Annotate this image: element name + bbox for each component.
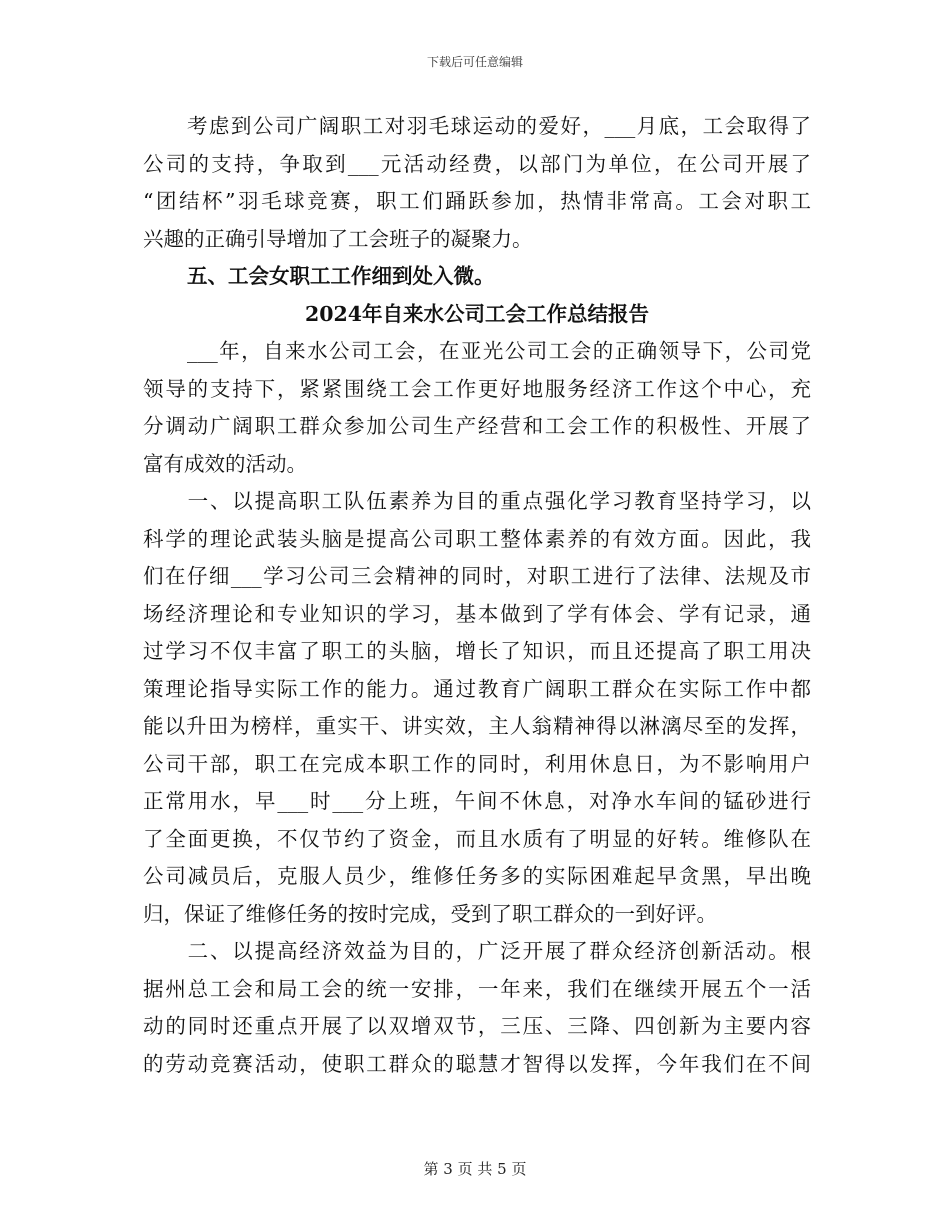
paragraph-line: 兴趣的正确引导增加了工会班子的凝聚力。 (143, 226, 533, 251)
paragraph-line: 据州总工会和局工会的统一安排，一年来，我们在继续开展五个一活 (143, 976, 811, 1001)
paragraph-line: 科学的理论武装头脑是提高公司职工整体素养的有效方面。因此，我 (143, 526, 811, 551)
page-header: 下载后可任意编辑 (426, 55, 523, 69)
paragraph-line: 场经济理论和专业知识的学习，基本做到了学有体会、学有记录，通 (143, 601, 811, 626)
paragraph-line: 们在仔细___学习公司三会精神的同时，对职工进行了法律、法规及市 (143, 564, 811, 588)
paragraph-line: 的劳动竞赛活动，使职工群众的聪慧才智得以发挥，今年我们在不间 (143, 1051, 811, 1076)
paragraph-line: 公司干部，职工在完成本职工作的同时，利用休息日，为不影响用户 (143, 751, 811, 776)
paragraph-line: ___年，自来水公司工会，在亚光公司工会的正确领导下，公司党 (143, 339, 811, 363)
paragraph-line: 过学习不仅丰富了职工的头脑，增长了知识，而且还提高了职工用决 (143, 639, 811, 663)
paragraph-line: 富有成效的活动。 (143, 451, 307, 476)
paragraph-line: 了全面更换，不仅节约了资金，而且水质有了明显的好转。维修队在 (143, 826, 811, 851)
paragraph-line: 归，保证了维修任务的按时完成，受到了职工群众的一到好评。 (143, 901, 717, 926)
paragraph-line: 能以升田为榜样，重实干、讲实效，主人翁精神得以淋漓尽至的发挥， (143, 714, 811, 738)
paragraph-line: 二、以提高经济效益为目的，广泛开展了群众经济创新活动。根 (143, 939, 811, 963)
paragraph-line: 正常用水，早___时___分上班，午间不休息，对净水车间的锰砂进行 (143, 789, 811, 813)
document-title: 2024年自来水公司工会工作总结报告 (304, 301, 650, 326)
paragraph-line: “团结杯”羽毛球竞赛，职工们踊跃参加，热情非常高。工会对职工 (143, 189, 811, 213)
paragraph-line: 公司减员后，克服人员少，维修任务多的实际困难起早贪黑，早出晚 (143, 864, 811, 888)
paragraph-line: 公司的支持，争取到___元活动经费，以部门为单位，在公司开展了 (143, 151, 811, 176)
section-heading: 五、工会女职工工作细到处入微。 (187, 264, 495, 288)
paragraph-line: 策理论指导实际工作的能力。通过教育广阔职工群众在实际工作中都 (143, 676, 811, 701)
paragraph-line: 考虑到公司广阔职工对羽毛球运动的爱好，___月底，工会取得了 (143, 114, 811, 138)
paragraph-line: 一、以提高职工队伍素养为目的重点强化学习教育坚持学习，以 (143, 489, 811, 513)
paragraph-line: 分调动广阔职工群众参加公司生产经营和工会工作的积极性、开展了 (143, 414, 811, 438)
paragraph-line: 领导的支持下，紧紧围绕工会工作更好地服务经济工作这个中心，充 (143, 376, 811, 401)
document-body (143, 108, 811, 1083)
page-number-footer: 第 3 页 共 5 页 (423, 1160, 527, 1178)
paragraph-line: 动的同时还重点开展了以双增双节，三压、三降、四创新为主要内容 (143, 1014, 811, 1038)
